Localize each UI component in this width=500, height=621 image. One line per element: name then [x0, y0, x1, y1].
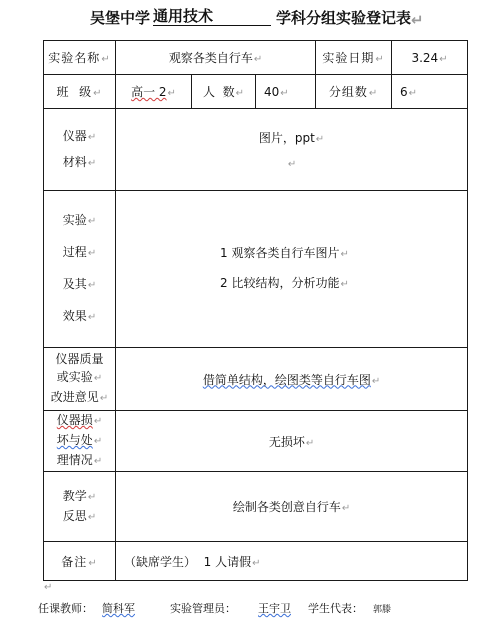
admin-label: 实验管理员： — [170, 602, 236, 615]
student-rep-name: 郭滕 — [373, 605, 392, 615]
paragraph-mark-icon: ↵ — [44, 582, 53, 593]
teacher-name: 简科军 — [102, 602, 135, 615]
reflection-value: 绘制各类创意自行车↵ — [116, 472, 468, 542]
headcount-value: 40↵ — [256, 75, 316, 109]
headcount-label: 人 数↵ — [192, 75, 256, 109]
row-quality — [44, 348, 468, 411]
paragraph-mark-icon: ↵ — [411, 11, 424, 29]
class-label: 班 级↵ — [44, 75, 116, 109]
quality-label: 仪器质量 或实验↵ 改进意见↵ — [44, 348, 116, 411]
experiment-name-label: 实验名称↵ — [44, 41, 116, 75]
process-label: 实验↵ 过程↵ 及其↵ 效果↵ — [44, 191, 116, 348]
row-reflection — [44, 472, 468, 542]
group-count-label: 分组数↵ — [316, 75, 392, 109]
signature-footer — [38, 598, 478, 616]
row-notes — [44, 542, 468, 581]
teacher-label: 任课教师： — [38, 602, 93, 615]
quality-value: 借简单结构，绘图类等自行车图↵ — [116, 348, 468, 411]
materials-label: 仪器↵ 材料↵ — [44, 109, 116, 191]
document-title — [0, 3, 500, 29]
experiment-date-label: 实验日期↵ — [316, 41, 392, 75]
experiment-date-value: 3.24↵ — [392, 41, 468, 75]
row-experiment-name — [44, 41, 468, 75]
process-value — [116, 191, 468, 348]
student-rep-label: 学生代表： — [308, 602, 363, 615]
school-name: 吴堡中学 — [90, 9, 151, 27]
notes-value: （缺席学生） 1 人请假↵ — [116, 542, 468, 581]
row-damage — [44, 411, 468, 472]
class-value: 高一 2↵ — [116, 75, 192, 109]
subject-name: 通用技术 — [153, 7, 271, 26]
damage-label: 仪器损↵ 坏与处↵ 理情况↵ — [44, 411, 116, 472]
form-title: 学科分组实验登记表 ↵ — [276, 9, 424, 29]
experiment-name-value: 观察各类自行车↵ — [116, 41, 316, 75]
row-class-info — [44, 75, 468, 109]
admin-name: 王宇卫 — [258, 602, 291, 615]
experiment-record-table — [43, 40, 468, 581]
notes-label: 备注↵ — [44, 542, 116, 581]
damage-value: 无损坏↵ — [116, 411, 468, 472]
group-count-value: 6↵ — [392, 75, 468, 109]
process-step-1: 1 观察各类自行车图片↵ — [220, 246, 349, 260]
row-materials — [44, 109, 468, 191]
row-process — [44, 191, 468, 348]
reflection-label: 教学↵ 反思↵ — [44, 472, 116, 542]
process-step-2: 2 比较结构，分析功能↵ — [220, 276, 349, 290]
materials-value: 图片，ppt↵ ↵ — [116, 109, 468, 191]
